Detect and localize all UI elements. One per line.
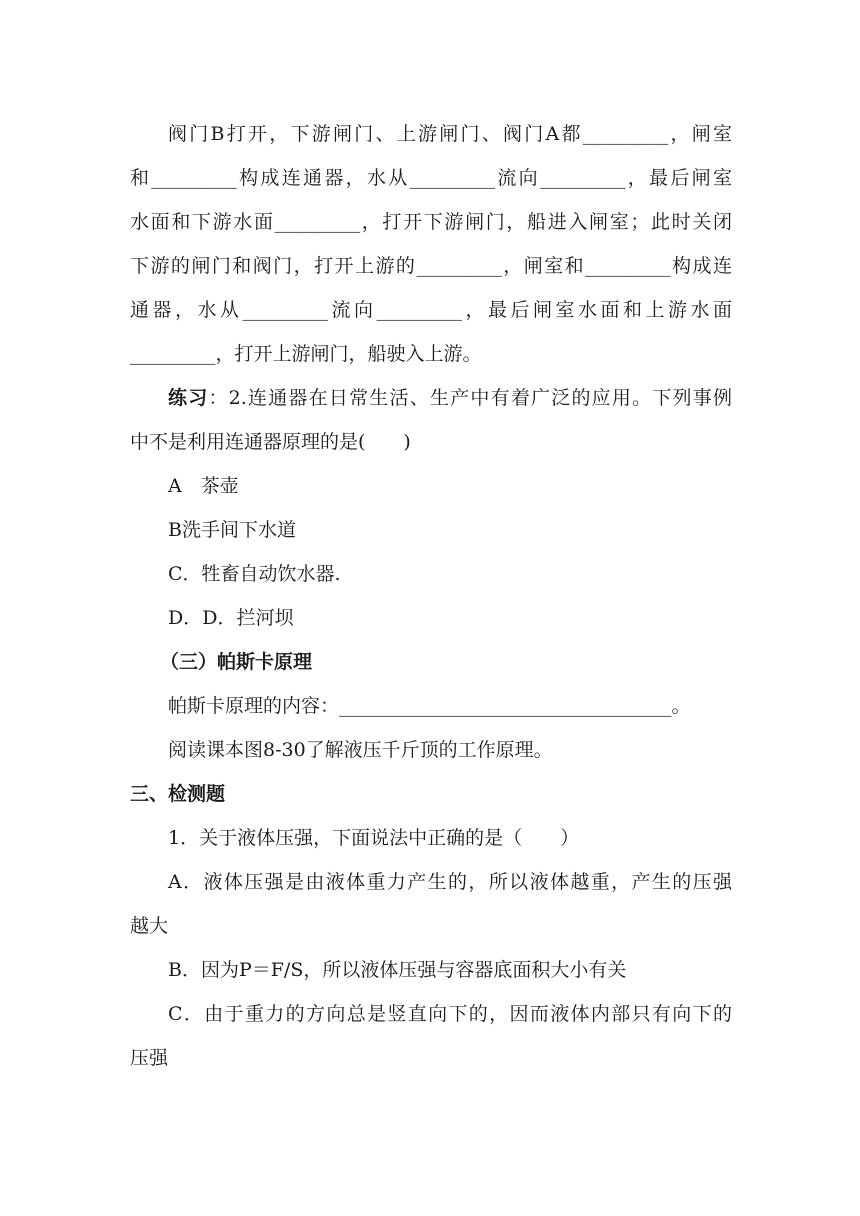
exercise-option-b: B洗手间下水道 — [168, 519, 296, 541]
question-1-option-a-line-1: A．液体压强是由液体重力产生的，所以液体越重，产生的压强 — [168, 871, 732, 893]
lock-paragraph-line-3: 水面和下游水面_________，打开下游闸门，船进入闸室；此时关闭 — [130, 211, 732, 233]
exercise-text: ：2.连通器在日常生活、生产中有着广泛的应用。下列事例 — [208, 387, 732, 409]
lock-paragraph-line-5: 通器，水从_________流向_________，最后闸室水面和上游水面 — [130, 299, 732, 321]
exercise-option-c: C．牲畜自动饮水器. — [168, 563, 341, 585]
pascal-reading: 阅读课本图8-30了解液压千斤顶的工作原理。 — [168, 739, 553, 761]
lock-paragraph-line-6: _________，打开上游闸门，船驶入上游。 — [130, 343, 482, 365]
exercise-option-d: D．D．拦河坝 — [168, 607, 294, 629]
question-1-text: 1．关于液体压强，下面说法中正确的是（ — [168, 827, 523, 849]
exercise-paren-close: ) — [403, 431, 411, 453]
lock-paragraph-line-2: 和_________构成连通器，水从_________流向_________，最后闸室 — [130, 167, 732, 189]
exercise-label: 练习 — [168, 387, 209, 409]
exercise-line-1 — [130, 376, 732, 420]
question-1-paren-close: ） — [560, 827, 580, 849]
exercise-option-a: A 茶壶 — [168, 475, 239, 497]
section-heading: 三、检测题 — [130, 783, 226, 805]
question-1-option-a-line-2: 越大 — [130, 915, 169, 937]
question-1-option-c-line-1: C．由于重力的方向总是竖直向下的，因而液体内部只有向下的 — [168, 1003, 732, 1025]
question-1 — [130, 816, 732, 860]
exercise-line-2 — [130, 420, 732, 464]
lock-paragraph-line-4: 下游的闸门和阀门，打开上游的_________，闸室和_________构成连 — [130, 255, 732, 277]
question-1-option-c-line-2: 压强 — [130, 1047, 169, 1069]
pascal-content: 帕斯卡原理的内容：___________________________________。 — [168, 695, 691, 717]
exercise-question: 中不是利用连通器原理的是( — [130, 431, 366, 453]
document-page — [130, 112, 732, 1080]
pascal-heading: （三）帕斯卡原理 — [160, 651, 313, 673]
lock-paragraph-line-1: 阀门B打开，下游闸门、上游闸门、阀门A都_________，闸室 — [168, 123, 732, 145]
question-1-option-b: B．因为P＝F/S，所以液体压强与容器底面积大小有关 — [168, 959, 627, 981]
